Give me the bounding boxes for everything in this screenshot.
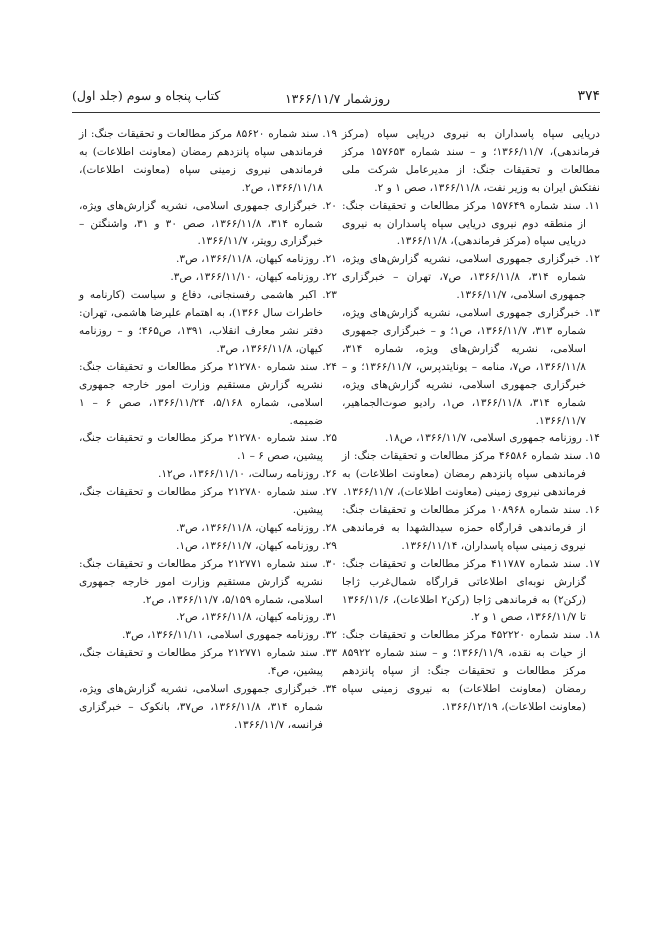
header-rule	[72, 112, 600, 113]
footnote-13: ۱۳. خبرگزاری جمهوری اسلامی، نشریه گزارش‌های ویژه، شماره ۳۱۳، ۱۳۶۶/۱۱/۷، ص۱؛ و – خبرگزاری جمهوری اسلامی، نشریه گزارش‌های ویژه، شماره ۳۱۴، ۱۳۶۶/۱۱/۸، ص۷، منامه – یونایتدپرس، ۱۳۶۶/۱۱/۷؛ و – خبرگزاری جمهوری اسلامی، نشریه گزارش‌های ویژه، شماره ۳۱۴، ۱۳۶۶/۱۱/۸، ص۱، رادیو صوت‌الجماهیر، ۱۳۶۶/۱۱/۷.	[342, 307, 600, 427]
footnote-12: ۱۲. خبرگزاری جمهوری اسلامی، نشریه گزارش‌های ویژه، شماره ۳۱۴، ۱۳۶۶/۱۱/۸، ص۷، تهران – خبرگزاری جمهوری اسلامی، ۱۳۶۶/۱۱/۷.	[342, 253, 600, 302]
running-head-date: روزشمار ۱۳۶۶/۱۱/۷	[284, 91, 390, 106]
footnote-15: ۱۵. سند شماره ۴۶۵۸۶ مرکز مطالعات و تحقیقات جنگ: از فرماندهی سپاه پانزدهم رمضان (معاونت اطلاعات) به فرماندهی نیروی زمینی (معاونت اطلاعات)، ۱۳۶۶/۱۱/۷.	[342, 450, 601, 499]
footnote-33: ۳۳. سند شماره ۲۱۲۷۷۱ مرکز مطالعات و تحقیقات جنگ، پیشین، ص۴.	[79, 647, 338, 678]
footnote-21: ۲۱. روزنامه کیهان، ۱۳۶۶/۱۱/۸، ص۳.	[176, 253, 337, 266]
footnote-continuation: دریایی سپاه پاسداران به نیروی دریایی سپاه (مرکز فرماندهی)، ۱۳۶۶/۱۱/۷؛ و – سند شماره ۱۵۷۶۵۳ مرکز مطالعات و تحقیقات جنگ: از مدیرعامل شرکت ملی نفتکش ایران به وزیر نفت، ۱۳۶۶/۱۱/۸، صص ۱ و ۲.	[342, 128, 600, 194]
footnote-16: ۱۶. سند شماره ۱۰۸۹۶۸ مرکز مطالعات و تحقیقات جنگ: از فرماندهی قرارگاه حمزه سیدالشهدا به فرماندهی نیروی زمینی سپاه پاسداران، ۱۳۶۶/۱۱/۱۴.	[342, 504, 600, 552]
footnote-14: ۱۴. روزنامه جمهوری اسلامی، ۱۳۶۶/۱۱/۷، ص۱۸.	[385, 432, 600, 445]
running-head-book-title: کتاب پنجاه و سوم (جلد اول)	[72, 88, 221, 103]
footnote-34: ۳۴. خبرگزاری جمهوری اسلامی، نشریه گزارش‌های ویژه، شماره ۳۱۴، ۱۳۶۶/۱۱/۸، ص۳۷، بانکوک – خبرگزاری فرانسه، ۱۳۶۶/۱۱/۷.	[79, 683, 337, 731]
footnote-24: ۲۴. سند شماره ۲۱۲۷۸۰ مرکز مطالعات و تحقیقات جنگ: نشریه گزارش مستقیم وزارت امور خارجه جمهوری اسلامی، شماره ۵/۱۶۸، ۱۳۶۶/۱۱/۲۴، صص ۶ – ۱ ضمیمه.	[79, 360, 337, 427]
footnote-29: ۲۹. روزنامه کیهان، ۱۳۶۶/۱۱/۷، ص۱.	[176, 539, 337, 552]
footnote-27: ۲۷. سند شماره ۲۱۲۷۸۰ مرکز مطالعات و تحقیقات جنگ، پیشین.	[79, 486, 338, 517]
footnote-20: ۲۰. خبرگزاری جمهوری اسلامی، نشریه گزارش‌های ویژه، شماره ۳۱۴، ۱۳۶۶/۱۱/۸، صص ۳۰ و ۳۱، واشنگتن – خبرگزاری رویتر، ۱۳۶۶/۱۱/۷.	[79, 199, 337, 248]
footnote-26: ۲۶. روزنامه رسالت، ۱۳۶۶/۱۱/۱۰، ص۱۲.	[157, 468, 337, 481]
footnote-28: ۲۸. روزنامه کیهان، ۱۳۶۶/۱۱/۸، ص۳.	[176, 521, 337, 534]
footnote-18: ۱۸. سند شماره ۴۵۲۲۲۰ مرکز مطالعات و تحقیقات جنگ: از حیات به نقده، ۱۳۶۶/۱۱/۹؛ و – سند شماره ۸۵۹۲۲ مرکز مطالعات و تحقیقات جنگ: از سپاه پانزدهم رمضان (معاونت اطلاعات) به نیروی زمینی سپاه (معاونت اطلاعات)، ۱۳۶۶/۱۲/۱۹.	[342, 629, 600, 713]
page-number: ۳۷۴	[577, 88, 600, 104]
footnotes-right-column	[342, 126, 600, 717]
footnote-32: ۳۲. روزنامه جمهوری اسلامی، ۱۳۶۶/۱۱/۱۱، ص۳.	[122, 629, 337, 642]
footnote-17: ۱۷. سند شماره ۴۱۱۷۸۷ مرکز مطالعات و تحقیقات جنگ: گزارش نوبه‌ای اطلاعاتی قرارگاه شمال‌غرب ژاجا (رکن۲) به فرماندهی ژاجا (رکن۲ اطلاعات)، ۱۳۶۶/۱۱/۶ تا ۱۳۶۶/۱۱/۷، صص ۱ و ۲.	[342, 557, 600, 624]
footnote-30: ۳۰. سند شماره ۲۱۲۷۷۱ مرکز مطالعات و تحقیقات جنگ: نشریه گزارش مستقیم وزارت امور خارجه جمهوری اسلامی، شماره ۵/۱۵۹، ۱۳۶۶/۱۱/۷، ص۲.	[79, 557, 337, 606]
footnote-25: ۲۵. سند شماره ۲۱۲۷۸۰ مرکز مطالعات و تحقیقات جنگ، پیشین، صص ۶ – ۱.	[79, 432, 338, 463]
footnote-11: ۱۱. سند شماره ۱۵۷۶۴۹ مرکز مطالعات و تحقیقات جنگ: از منطقه دوم نیروی دریایی سپاه پاسداران به نیروی دریایی سپاه (مرکز فرماندهی)، ۱۳۶۶/۱۱/۸.	[342, 199, 600, 248]
page-header	[72, 88, 600, 110]
footnotes-left-column	[79, 126, 337, 735]
footnote-19: ۱۹. سند شماره ۸۵۶۲۰ مرکز مطالعات و تحقیقات جنگ: از فرماندهی سپاه پانزدهم رمضان (معاونت اطلاعات) به فرماندهی نیروی زمینی سپاه (معاونت اطلاعات)، ۱۳۶۶/۱۱/۱۸، ص۲.	[79, 128, 338, 194]
footnote-22: ۲۲. روزنامه کیهان، ۱۳۶۶/۱۱/۱۰، ص۳.	[170, 271, 337, 284]
footnote-23: ۲۳. اکبر هاشمی رفسنجانی، دفاع و سیاست (کارنامه و خاطرات سال ۱۳۶۶)، به اهتمام علیرضا هاشمی، تهران: دفتر نشر معارف انقلاب، ۱۳۹۱، ص۴۶۵؛ و – روزنامه کیهان، ۱۳۶۶/۱۱/۸، ص۳.	[79, 289, 337, 355]
footnote-31: ۳۱. روزنامه کیهان، ۱۳۶۶/۱۱/۸، ص۲.	[176, 611, 337, 624]
